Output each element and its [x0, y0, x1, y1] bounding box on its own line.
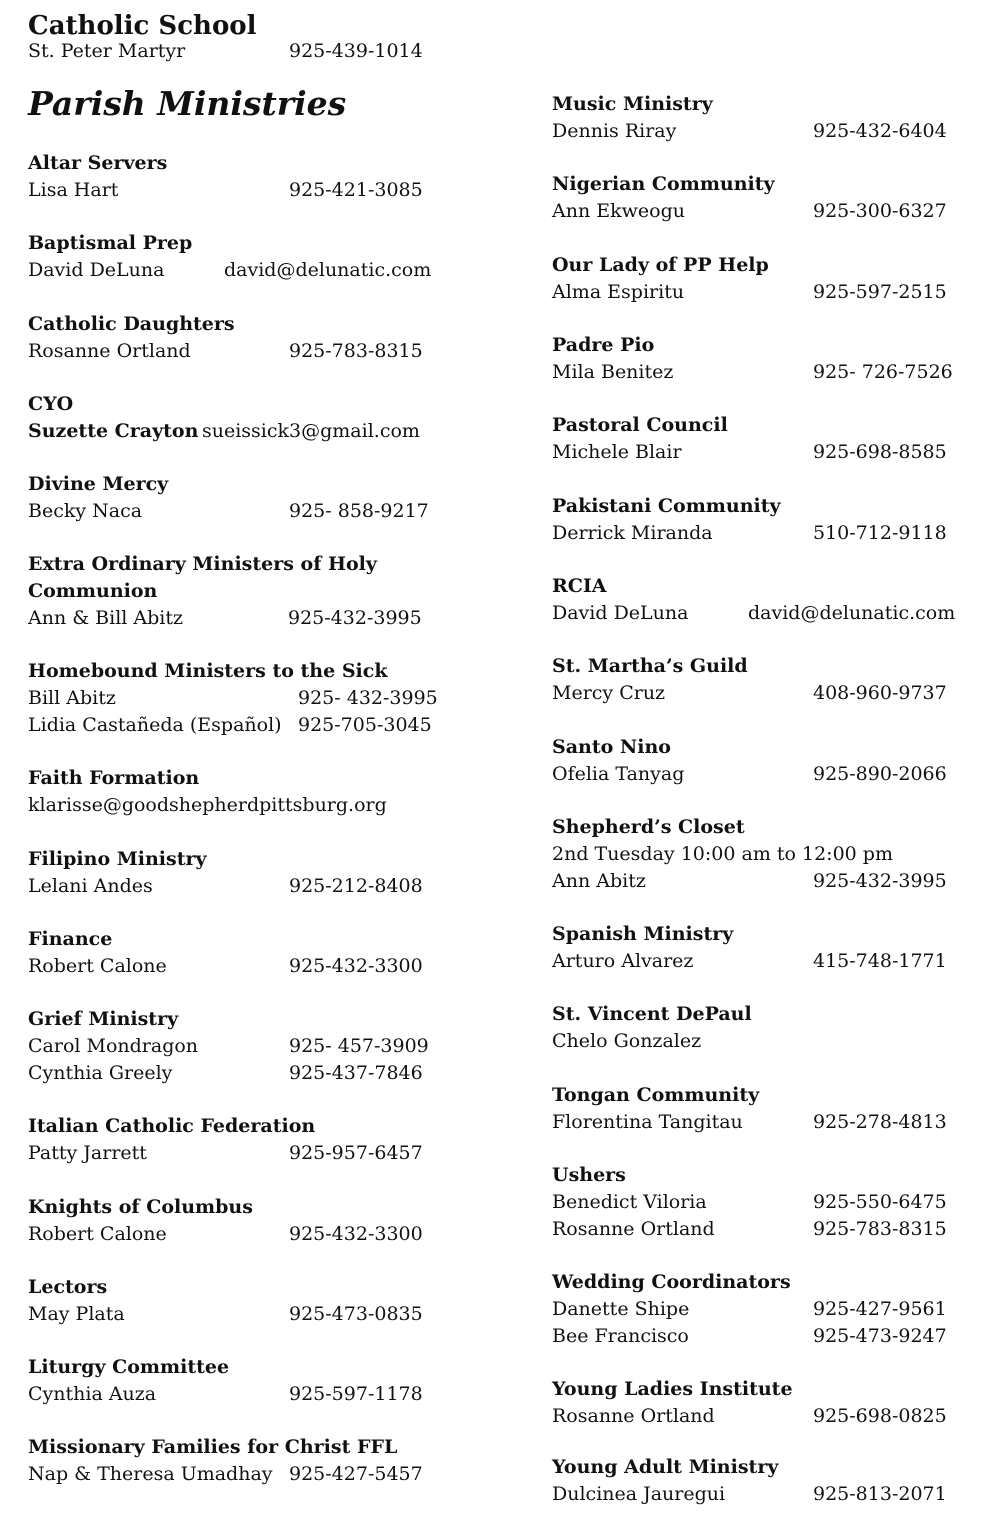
contact-phone: 925-432-3300 — [289, 1223, 423, 1245]
ministry-heading-faith-formation: Faith Formation — [28, 767, 200, 789]
ministry-heading-liturgy-committee: Liturgy Committee — [28, 1356, 230, 1378]
contact-line — [552, 198, 982, 224]
contact-phone: 925-300-6327 — [813, 200, 947, 222]
contact-name: Dulcinea Jauregui — [552, 1483, 726, 1505]
contact-phone: 925-783-8315 — [289, 340, 423, 362]
contact-name: Dennis Riray — [552, 120, 677, 142]
ministry-heading-young-ladies-institute: Young Ladies Institute — [552, 1378, 793, 1400]
contact-phone: 925-813-2071 — [813, 1483, 947, 1505]
contact-name: Bill Abitz — [28, 687, 116, 709]
contact-line — [552, 1296, 982, 1322]
contact-name: Bee Francisco — [552, 1325, 689, 1347]
contact-phone: 925-212-8408 — [289, 875, 423, 897]
ministry-heading-lectors: Lectors — [28, 1276, 108, 1298]
contact-line — [552, 1403, 982, 1429]
contact-name: Suzette Crayton — [28, 420, 199, 442]
ministry-heading-altar-servers: Altar Servers — [28, 152, 168, 174]
ministry-heading-pakistani-community: Pakistani Community — [552, 495, 781, 517]
contact-name: Arturo Alvarez — [552, 950, 694, 972]
contact-line — [28, 873, 478, 899]
contact-line — [552, 118, 982, 144]
contact-name: Ann Ekweogu — [552, 200, 685, 222]
ministry-heading-grief-ministry: Grief Ministry — [28, 1008, 179, 1030]
contact-email[interactable]: david@delunatic.com — [748, 602, 956, 624]
contact-name: Derrick Miranda — [552, 522, 713, 544]
ministry-heading-padre-pio: Padre Pio — [552, 334, 655, 356]
contact-name: Lisa Hart — [28, 179, 119, 201]
ministry-heading-music-ministry: Music Ministry — [552, 93, 713, 115]
contact-line — [552, 1028, 982, 1054]
contact-line — [552, 600, 982, 626]
contact-line — [28, 1461, 478, 1487]
contact-line — [28, 605, 478, 631]
contact-name: Rosanne Ortland — [552, 1218, 715, 1240]
ministry-heading-rcia: RCIA — [552, 575, 607, 597]
contact-line — [552, 680, 982, 706]
contact-name: 2nd Tuesday 10:00 am to 12:00 pm — [552, 843, 893, 865]
contact-name: Lidia Castañeda (Español) — [28, 714, 282, 736]
contact-phone: 925-473-0835 — [289, 1303, 423, 1325]
ministry-heading-spanish-ministry: Spanish Ministry — [552, 923, 734, 945]
contact-phone: 925-278-4813 — [813, 1111, 947, 1133]
school-name: St. Peter Martyr — [28, 40, 186, 62]
contact-line — [552, 439, 982, 465]
contact-line — [28, 338, 478, 364]
contact-name: Becky Naca — [28, 500, 143, 522]
ministry-heading-homebound-ministers-to-the-sick: Homebound Ministers to the Sick — [28, 660, 388, 682]
contact-name: klarisse@goodshepherdpittsburg.org — [28, 794, 387, 816]
contact-name: Robert Calone — [28, 1223, 167, 1245]
contact-phone: 408-960-9737 — [813, 682, 947, 704]
contact-line — [28, 1381, 478, 1407]
contact-name: Danette Shipe — [552, 1298, 690, 1320]
contact-phone: 925-437-7846 — [289, 1062, 423, 1084]
ministry-heading-filipino-ministry: Filipino Ministry — [28, 848, 207, 870]
ministry-heading-our-lady-of-pp-help: Our Lady of PP Help — [552, 254, 769, 276]
contact-line — [28, 1033, 478, 1059]
contact-name: Cynthia Auza — [28, 1383, 157, 1405]
contact-name: Alma Espiritu — [552, 281, 685, 303]
contact-line — [552, 359, 982, 385]
contact-name: Florentina Tangitau — [552, 1111, 743, 1133]
contact-name: Lelani Andes — [28, 875, 153, 897]
contact-line — [28, 1221, 478, 1247]
ministry-heading-st-vincent-depaul: St. Vincent DePaul — [552, 1003, 752, 1025]
ministry-heading-italian-catholic-federation: Italian Catholic Federation — [28, 1115, 316, 1137]
page-title: Parish Ministries — [28, 84, 347, 123]
contact-line — [28, 685, 478, 711]
contact-line — [28, 257, 478, 283]
contact-name: Benedict Viloria — [552, 1191, 707, 1213]
school-heading: Catholic School — [28, 11, 257, 41]
contact-phone: 925-432-3995 — [288, 607, 422, 629]
contact-line — [552, 520, 982, 546]
contact-line — [552, 1189, 982, 1215]
ministry-heading-st-martha-s-guild: St. Martha’s Guild — [552, 655, 748, 677]
contact-name: David DeLuna — [552, 602, 689, 624]
contact-phone: 925- 457-3909 — [289, 1035, 429, 1057]
contact-line — [28, 1140, 478, 1166]
contact-phone: 925- 432-3995 — [298, 687, 438, 709]
contact-line — [552, 948, 982, 974]
contact-name: Rosanne Ortland — [28, 340, 191, 362]
contact-phone: 925-698-8585 — [813, 441, 947, 463]
contact-line — [28, 792, 478, 818]
contact-name: Carol Mondragon — [28, 1035, 199, 1057]
contact-line — [552, 841, 982, 867]
contact-name: Ofelia Tanyag — [552, 763, 685, 785]
contact-phone: 415-748-1771 — [813, 950, 947, 972]
contact-line — [28, 953, 478, 979]
contact-phone: 925-783-8315 — [813, 1218, 947, 1240]
contact-name: May Plata — [28, 1303, 125, 1325]
ministry-heading-missionary-families-for-christ-ffl: Missionary Families for Christ FFL — [28, 1436, 398, 1458]
contact-line — [28, 177, 478, 203]
contact-phone: 925- 858-9217 — [289, 500, 429, 522]
contact-line — [552, 868, 982, 894]
contact-name: David DeLuna — [28, 259, 165, 281]
ministry-heading-baptismal-prep: Baptismal Prep — [28, 232, 193, 254]
contact-phone: 510-712-9118 — [813, 522, 947, 544]
contact-phone: 925-698-0825 — [813, 1405, 947, 1427]
contact-phone: 925-432-6404 — [813, 120, 947, 142]
contact-name: Ann Abitz — [552, 870, 646, 892]
contact-name: Mercy Cruz — [552, 682, 666, 704]
contact-line — [28, 712, 478, 738]
contact-name: Chelo Gonzalez — [552, 1030, 702, 1052]
contact-phone: 925-427-5457 — [289, 1463, 423, 1485]
contact-phone: 925- 726-7526 — [813, 361, 953, 383]
contact-phone: 925-550-6475 — [813, 1191, 947, 1213]
contact-line — [552, 1481, 982, 1507]
contact-name: Rosanne Ortland — [552, 1405, 715, 1427]
contact-line — [28, 1060, 478, 1086]
contact-phone: 925-432-3300 — [289, 955, 423, 977]
contact-line — [552, 1216, 982, 1242]
contact-phone: 925-705-3045 — [298, 714, 432, 736]
ministry-heading-catholic-daughters: Catholic Daughters — [28, 313, 235, 335]
contact-line — [28, 1301, 478, 1327]
ministry-heading-cyo: CYO — [28, 393, 74, 415]
ministry-heading-santo-nino: Santo Nino — [552, 736, 671, 758]
contact-phone: 925-473-9247 — [813, 1325, 947, 1347]
ministry-heading-continued-extra-ordinary-ministers-of-holy: Communion — [28, 580, 158, 602]
school-line — [28, 38, 478, 64]
contact-name: Cynthia Greely — [28, 1062, 173, 1084]
ministry-heading-extra-ordinary-ministers-of-holy: Extra Ordinary Ministers of Holy — [28, 553, 377, 575]
contact-phone: 925-421-3085 — [289, 179, 423, 201]
contact-phone: 925-432-3995 — [813, 870, 947, 892]
contact-phone: 925-957-6457 — [289, 1142, 423, 1164]
contact-line — [28, 498, 478, 524]
contact-line — [552, 279, 982, 305]
contact-line — [552, 761, 982, 787]
school-phone: 925-439-1014 — [289, 40, 423, 62]
ministry-heading-wedding-coordinators: Wedding Coordinators — [552, 1271, 791, 1293]
contact-phone: 925-427-9561 — [813, 1298, 947, 1320]
ministry-heading-tongan-community: Tongan Community — [552, 1084, 760, 1106]
contact-line — [552, 1323, 982, 1349]
contact-name: Michele Blair — [552, 441, 682, 463]
contact-phone: 925-890-2066 — [813, 763, 947, 785]
ministry-heading-pastoral-council: Pastoral Council — [552, 414, 728, 436]
contact-name: Mila Benitez — [552, 361, 674, 383]
ministry-heading-shepherd-s-closet: Shepherd’s Closet — [552, 816, 745, 838]
ministry-heading-divine-mercy: Divine Mercy — [28, 473, 169, 495]
contact-email[interactable]: sueissick3@gmail.com — [202, 420, 420, 442]
contact-phone: 925-597-2515 — [813, 281, 947, 303]
ministry-heading-young-adult-ministry: Young Adult Ministry — [552, 1456, 779, 1478]
ministry-heading-nigerian-community: Nigerian Community — [552, 173, 775, 195]
ministry-heading-finance: Finance — [28, 928, 113, 950]
ministry-heading-ushers: Ushers — [552, 1164, 626, 1186]
contact-line — [552, 1109, 982, 1135]
contact-name: Nap & Theresa Umadhay — [28, 1463, 273, 1485]
contact-name: Robert Calone — [28, 955, 167, 977]
contact-name: Ann & Bill Abitz — [28, 607, 184, 629]
contact-email[interactable]: david@delunatic.com — [224, 259, 432, 281]
contact-line — [28, 418, 478, 444]
ministry-heading-knights-of-columbus: Knights of Columbus — [28, 1196, 253, 1218]
contact-phone: 925-597-1178 — [289, 1383, 423, 1405]
contact-name: Patty Jarrett — [28, 1142, 147, 1164]
